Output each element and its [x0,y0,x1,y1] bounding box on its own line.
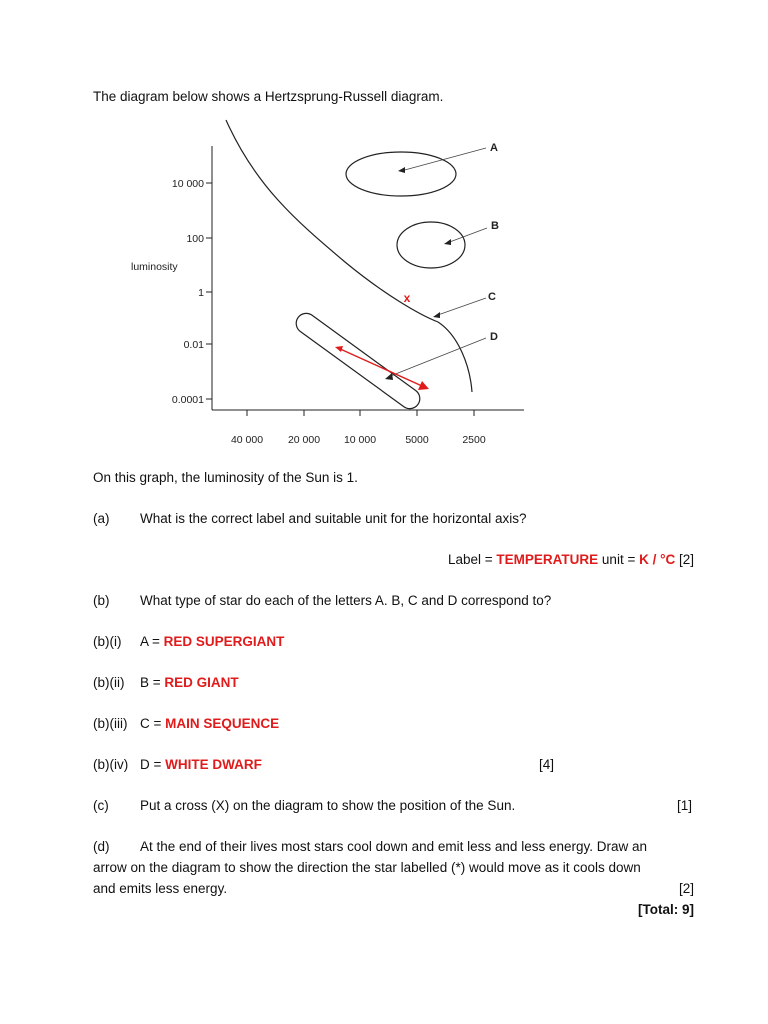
x-tick-label: 40 000 [230,434,264,446]
b-ii-number: (b)(ii) [93,675,125,690]
b-i-prefix: A = [140,634,164,649]
x-tick-label: 20 000 [287,434,321,446]
question-a-text: What is the correct label and suitable unit for the horizontal axis? [140,511,527,526]
marks-a: [2] [675,552,694,567]
label-answer: TEMPERATURE [496,552,599,567]
main-sequence-curve [226,120,472,392]
answer-b-ii-value [140,674,239,692]
y-tick-label: 0.0001 [171,394,204,406]
answer-b-i-value [140,633,284,651]
sun-cross-mark: x [403,291,411,305]
unit-answer: K / °C [639,552,676,567]
question-c-number: (c) [93,798,109,813]
question-d-number: (d) [93,839,110,854]
unit-prefix: unit = [598,552,640,567]
b-iv-number: (b)(iv) [93,757,129,772]
answer-a-line [448,551,694,569]
letter-a: A [490,142,498,154]
intro-text: The diagram below shows a Hertzsprung-Russell diagram. [93,89,444,104]
b-ii-answer: RED GIANT [164,675,239,690]
answer-b-iv [93,756,128,774]
total-marks: [Total: 9] [638,902,694,917]
question-b-number: (b) [93,593,110,608]
answer-b-i [93,633,122,651]
sun-note: On this graph, the luminosity of the Sun is 1. [93,470,358,485]
question-d-line3: and emits less energy. [93,881,228,896]
question-b-text: What type of star do each of the letters A. B, C and D correspond to? [140,593,552,608]
question-a-number: (a) [93,511,110,526]
pointer-c-arrowhead [433,312,440,318]
question-c-text: Put a cross (X) on the diagram to show the position of the Sun. [140,798,516,813]
b-ii-prefix: B = [140,675,165,690]
letter-d: D [490,331,498,343]
marks-d: [2] [678,881,694,896]
letter-c: C [488,291,496,303]
marks-b: [4] [539,757,555,772]
question-d-line2: arrow on the diagram to show the direction the star labelled (*) would move as it cools down [93,860,641,875]
b-iv-prefix: D = [140,757,166,772]
question-d-line1: At the end of their lives most stars cool down and emit less and less energy. Draw an [140,839,647,854]
pointer-b-arrowhead [444,239,451,245]
y-tick-label: 10 000 [171,178,204,190]
answer-b-iv-value [140,756,262,774]
answer-b-iii [93,715,128,733]
b-iii-answer: MAIN SEQUENCE [165,716,280,731]
b-i-answer: RED SUPERGIANT [163,634,285,649]
letter-b: B [491,220,499,232]
b-iv-answer: WHITE DWARF [165,757,262,772]
y-tick-label: 1 [198,287,204,299]
x-tick-label: 2500 [462,434,486,446]
y-axis-label: luminosity [131,261,178,273]
pointer-b-line [447,228,487,243]
b-iii-prefix: C = [140,716,166,731]
pointer-d-arrowhead [385,373,393,380]
pointer-a-line [401,148,486,171]
region-b-ellipse [397,222,465,268]
hr-diagram [120,110,540,455]
cooling-arrow-line [338,348,422,386]
pointer-d-line [388,338,486,377]
cooling-arrow-tail [335,346,343,352]
b-iii-number: (b)(iii) [93,716,128,731]
y-tick-label: 100 [186,233,204,245]
y-tick-label: 0.01 [183,339,204,351]
marks-c: [1] [676,798,692,813]
b-i-number: (b)(i) [93,634,122,649]
region-a-ellipse [346,152,456,196]
pointer-c-line [435,298,486,316]
answer-b-ii [93,674,125,692]
x-tick-label: 5000 [405,434,429,446]
x-tick-label: 10 000 [343,434,377,446]
answer-b-iii-value [140,715,279,733]
label-prefix: Label = [447,552,497,567]
pointer-a-arrowhead [398,167,405,173]
region-d-capsule [292,309,423,412]
